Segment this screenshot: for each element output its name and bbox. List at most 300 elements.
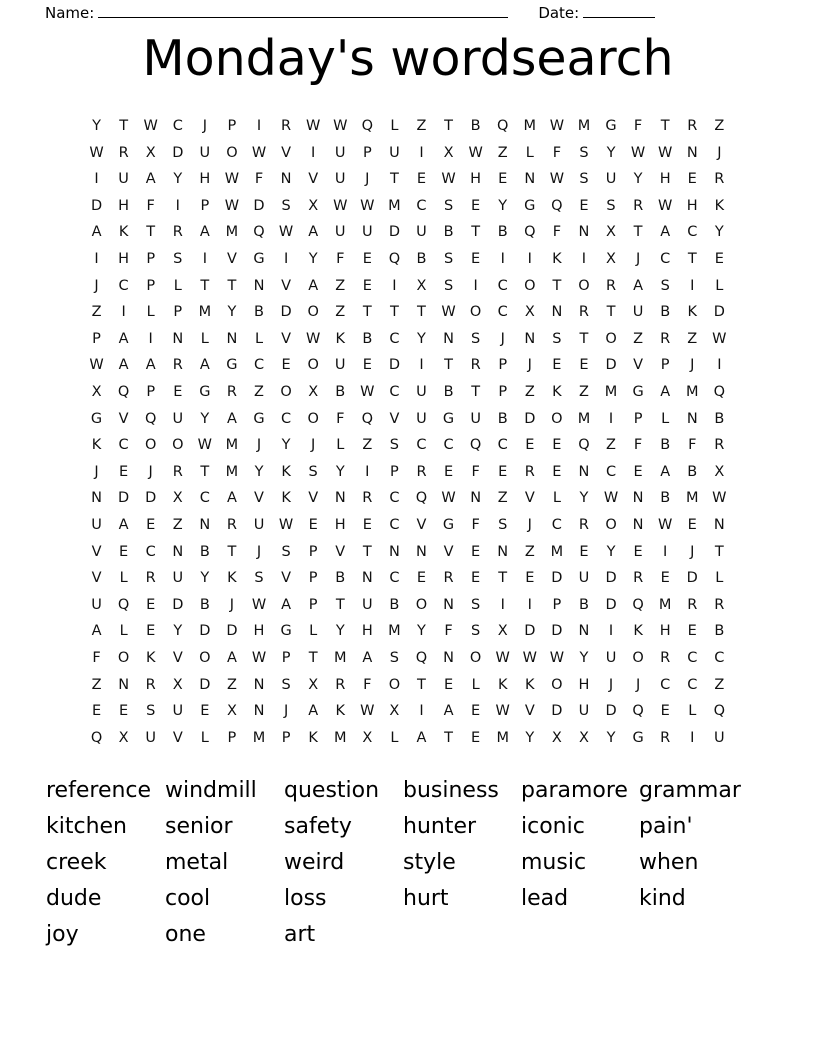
grid-letter[interactable]: F [471,516,480,533]
grid-letter[interactable]: K [118,224,129,241]
grid-letter[interactable]: A [660,463,671,480]
grid-letter[interactable]: X [226,703,237,720]
grid-letter[interactable]: D [172,144,184,161]
grid-letter[interactable]: U [470,410,481,427]
grid-letter[interactable]: E [498,171,508,188]
grid-letter[interactable]: N [443,596,454,613]
grid-letter[interactable]: Y [498,197,508,214]
grid-letter[interactable]: S [146,703,156,720]
grid-letter[interactable]: J [527,516,532,533]
grid-letter[interactable]: O [307,410,319,427]
grid-letter[interactable]: N [388,543,400,560]
grid-letter[interactable]: I [175,197,180,214]
grid-letter[interactable]: S [389,437,399,454]
grid-letter[interactable]: L [119,623,128,640]
grid-letter[interactable]: V [118,410,129,427]
word-list-item[interactable]: music [521,850,587,875]
grid-letter[interactable]: J [202,118,207,135]
grid-letter[interactable]: P [227,118,237,135]
grid-letter[interactable]: H [118,251,130,268]
grid-letter[interactable]: O [172,437,184,454]
grid-letter[interactable]: I [473,277,478,294]
grid-letter[interactable]: I [283,251,289,268]
grid-letter[interactable]: O [307,304,319,321]
grid-letter[interactable]: W [658,197,673,214]
grid-letter[interactable]: S [389,649,399,666]
grid-letter[interactable]: V [416,516,427,533]
grid-letter[interactable]: W [522,649,537,666]
grid-letter[interactable]: J [256,543,262,560]
grid-letter[interactable]: V [308,490,319,507]
grid-letter[interactable]: H [578,676,590,693]
grid-letter[interactable]: R [660,330,671,347]
grid-letter[interactable]: W [549,118,565,135]
grid-letter[interactable]: L [146,304,155,321]
grid-letter[interactable]: K [91,437,102,454]
grid-letter[interactable]: U [416,383,427,400]
grid-letter[interactable]: I [392,277,397,294]
grid-letter[interactable]: E [416,570,427,587]
grid-letter[interactable]: E [525,437,535,454]
grid-letter[interactable]: S [281,543,291,560]
grid-letter[interactable]: R [118,144,129,161]
grid-letter[interactable]: X [145,144,156,161]
grid-letter[interactable]: N [578,623,590,640]
grid-letter[interactable]: Y [417,330,426,347]
grid-letter[interactable]: U [172,570,184,587]
grid-letter[interactable]: I [419,703,424,720]
word-list-item[interactable]: when [639,850,699,875]
grid-letter[interactable]: O [199,649,211,666]
grid-letter[interactable]: T [335,596,345,613]
grid-letter[interactable]: M [333,649,347,666]
grid-letter[interactable]: M [252,729,266,746]
grid-letter[interactable]: P [552,596,562,613]
grid-letter[interactable]: Y [254,463,264,480]
grid-letter[interactable]: N [632,490,644,507]
grid-letter[interactable]: P [146,277,156,294]
grid-letter[interactable]: E [471,197,481,214]
grid-letter[interactable]: J [365,171,370,188]
grid-letter[interactable]: Q [632,703,644,720]
grid-letter[interactable]: N [199,516,211,533]
grid-letter[interactable]: R [660,649,671,666]
grid-letter[interactable]: U [334,171,346,188]
grid-letter[interactable]: E [714,251,724,268]
grid-letter[interactable]: E [660,703,670,720]
grid-letter[interactable]: W [441,490,456,507]
grid-letter[interactable]: C [389,516,400,533]
grid-letter[interactable]: G [632,383,644,400]
grid-letter[interactable]: A [633,277,644,294]
grid-letter[interactable]: N [280,171,292,188]
grid-letter[interactable]: P [146,251,156,268]
grid-letter[interactable]: U [172,410,184,427]
grid-letter[interactable]: E [200,703,210,720]
grid-letter[interactable]: E [552,437,562,454]
grid-letter[interactable]: S [443,277,454,294]
grid-letter[interactable]: T [389,304,399,321]
grid-letter[interactable]: E [633,543,643,560]
grid-letter[interactable]: L [254,330,264,347]
word-list-item[interactable]: metal [165,850,229,875]
grid-letter[interactable]: P [390,463,399,480]
grid-letter[interactable]: W [360,383,375,400]
grid-letter[interactable]: I [311,144,316,161]
grid-letter[interactable]: F [92,649,101,666]
grid-letter[interactable]: C [389,570,400,587]
grid-letter[interactable]: W [712,490,727,507]
grid-letter[interactable]: L [119,570,128,587]
grid-letter[interactable]: V [281,570,292,587]
grid-letter[interactable]: S [471,330,481,347]
grid-letter[interactable]: F [688,437,697,454]
grid-letter[interactable]: O [117,649,130,666]
grid-letter[interactable]: F [146,197,155,214]
grid-letter[interactable]: B [497,224,508,241]
word-list-item[interactable]: question [284,778,380,803]
grid-letter[interactable]: W [360,703,375,720]
grid-letter[interactable]: J [635,251,641,268]
word-list-item[interactable]: one [165,922,206,947]
grid-letter[interactable]: K [308,729,318,746]
grid-letter[interactable]: T [227,277,237,294]
grid-letter[interactable]: R [687,596,698,613]
grid-letter[interactable]: A [199,357,210,374]
grid-letter[interactable]: C [416,437,427,454]
grid-letter[interactable]: S [443,197,454,214]
grid-letter[interactable]: U [578,570,590,587]
grid-letter[interactable]: N [578,224,590,241]
grid-letter[interactable]: Z [416,118,427,135]
grid-letter[interactable]: X [497,623,508,640]
grid-letter[interactable]: U [578,703,590,720]
grid-letter[interactable]: T [552,277,562,294]
grid-letter[interactable]: N [524,171,536,188]
grid-letter[interactable]: C [118,277,129,294]
grid-letter[interactable]: D [199,676,211,693]
grid-letter[interactable]: N [91,490,102,507]
grid-letter[interactable]: W [630,144,646,161]
grid-letter[interactable]: V [524,703,535,720]
grid-letter[interactable]: M [686,383,699,400]
grid-letter[interactable]: F [633,437,643,454]
grid-letter[interactable]: W [333,197,348,214]
grid-letter[interactable]: J [283,703,289,720]
grid-letter[interactable]: J [635,676,641,693]
grid-letter[interactable]: Q [497,118,509,135]
grid-letter[interactable]: Z [91,304,102,321]
grid-letter[interactable]: E [119,463,129,480]
grid-letter[interactable]: H [334,516,346,533]
word-list-item[interactable]: style [403,850,456,875]
grid-letter[interactable]: P [498,383,508,400]
grid-letter[interactable]: L [715,570,724,587]
grid-letter[interactable]: C [551,516,562,533]
grid-letter[interactable]: J [690,543,695,560]
grid-letter[interactable]: U [145,729,156,746]
name-write-line[interactable] [98,4,508,18]
grid-letter[interactable]: B [199,543,210,560]
word-list-item[interactable]: business [403,778,499,803]
grid-letter[interactable]: A [281,596,292,613]
grid-letter[interactable]: F [633,118,643,135]
grid-letter[interactable]: L [173,277,182,294]
grid-letter[interactable]: K [525,676,535,693]
grid-letter[interactable]: D [605,357,617,374]
grid-letter[interactable]: C [497,437,508,454]
grid-letter[interactable]: D [226,623,238,640]
grid-letter[interactable]: L [525,144,534,161]
grid-letter[interactable]: N [524,330,536,347]
grid-letter[interactable]: B [714,410,725,427]
grid-letter[interactable]: Y [308,251,318,268]
grid-letter[interactable]: Y [606,144,616,161]
grid-letter[interactable]: D [253,197,265,214]
grid-letter[interactable]: R [633,197,644,214]
grid-letter[interactable]: E [416,171,427,188]
grid-letter[interactable]: S [308,463,318,480]
grid-letter[interactable]: Q [524,224,536,241]
grid-letter[interactable]: Z [91,676,102,693]
grid-letter[interactable]: K [145,649,156,666]
grid-letter[interactable]: V [226,251,237,268]
grid-letter[interactable]: I [608,623,614,640]
word-list-item[interactable]: kitchen [46,814,127,839]
grid-letter[interactable]: N [686,410,698,427]
date-write-line[interactable] [583,4,655,18]
grid-letter[interactable]: E [443,463,454,480]
grid-letter[interactable]: C [199,490,210,507]
grid-letter[interactable]: X [578,729,589,746]
grid-letter[interactable]: M [604,383,618,400]
grid-letter[interactable]: B [254,304,264,321]
grid-letter[interactable]: D [118,490,130,507]
grid-letter[interactable]: Q [713,703,726,720]
word-list-item[interactable]: loss [284,886,327,911]
grid-letter[interactable]: R [362,490,373,507]
grid-letter[interactable]: T [444,357,453,374]
grid-letter[interactable]: N [172,543,184,560]
grid-letter[interactable]: Z [362,437,373,454]
word-list-item[interactable]: kind [639,886,686,911]
grid-letter[interactable]: R [172,463,183,480]
grid-letter[interactable]: E [471,251,481,268]
grid-letter[interactable]: M [577,410,591,427]
grid-letter[interactable]: I [121,304,126,321]
grid-letter[interactable]: M [225,463,239,480]
grid-letter[interactable]: M [225,437,239,454]
grid-letter[interactable]: A [443,703,454,720]
grid-letter[interactable]: M [496,729,509,746]
grid-letter[interactable]: E [687,171,697,188]
grid-letter[interactable]: T [444,729,453,746]
grid-letter[interactable]: P [308,596,318,613]
grid-letter[interactable]: R [660,729,671,746]
grid-letter[interactable]: G [605,118,617,135]
grid-letter[interactable]: N [226,330,238,347]
grid-letter[interactable]: A [226,410,237,427]
grid-letter[interactable]: I [608,410,614,427]
grid-letter[interactable]: X [551,729,562,746]
grid-letter[interactable]: C [687,224,698,241]
grid-letter[interactable]: Z [633,330,644,347]
grid-letter[interactable]: R [145,570,156,587]
grid-letter[interactable]: D [145,490,157,507]
grid-letter[interactable]: W [441,171,456,188]
grid-letter[interactable]: D [280,304,292,321]
grid-letter[interactable]: L [309,623,318,640]
grid-letter[interactable]: X [118,729,129,746]
grid-letter[interactable]: I [500,251,505,268]
grid-letter[interactable]: U [416,224,427,241]
grid-letter[interactable]: M [550,543,564,560]
grid-letter[interactable]: X [172,676,183,693]
grid-letter[interactable]: R [714,171,725,188]
grid-letter[interactable]: K [714,197,725,214]
grid-letter[interactable]: E [687,516,697,533]
grid-letter[interactable]: X [308,676,319,693]
grid-letter[interactable]: M [388,623,401,640]
grid-letter[interactable]: T [200,463,210,480]
grid-letter[interactable]: Z [687,330,698,347]
wordsearch-grid[interactable] [83,113,733,751]
grid-letter[interactable]: D [713,304,725,321]
grid-letter[interactable]: P [146,383,156,400]
word-list-item[interactable]: paramore [521,778,628,803]
grid-letter[interactable]: I [94,251,99,268]
grid-letter[interactable]: M [686,490,699,507]
grid-letter[interactable]: K [335,703,345,720]
grid-letter[interactable]: W [549,171,565,188]
grid-letter[interactable]: W [712,330,727,347]
grid-letter[interactable]: U [253,516,265,533]
grid-letter[interactable]: E [498,463,508,480]
grid-letter[interactable]: W [360,197,375,214]
grid-letter[interactable]: E [552,357,562,374]
grid-letter[interactable]: B [416,251,427,268]
grid-letter[interactable]: G [253,251,265,268]
grid-letter[interactable]: W [305,330,321,347]
grid-letter[interactable]: P [281,729,291,746]
grid-letter[interactable]: N [253,703,265,720]
grid-letter[interactable]: E [579,197,589,214]
word-list-item[interactable]: reference [46,778,152,803]
grid-letter[interactable]: Q [469,437,482,454]
grid-letter[interactable]: I [148,330,153,347]
grid-letter[interactable]: B [578,596,589,613]
grid-letter[interactable]: R [443,570,454,587]
grid-letter[interactable]: U [118,171,129,188]
grid-letter[interactable]: R [714,437,725,454]
grid-letter[interactable]: E [471,729,481,746]
grid-letter[interactable]: N [334,490,346,507]
grid-letter[interactable]: L [200,729,209,746]
grid-letter[interactable]: R [605,277,617,294]
grid-letter[interactable]: W [495,649,510,666]
grid-letter[interactable]: O [469,649,482,666]
grid-letter[interactable]: T [200,277,210,294]
grid-letter[interactable]: I [419,357,424,374]
grid-letter[interactable]: N [578,463,590,480]
grid-letter[interactable]: U [389,144,400,161]
grid-letter[interactable]: V [335,543,346,560]
word-list-item[interactable]: iconic [521,814,585,839]
grid-letter[interactable]: D [605,596,617,613]
grid-letter[interactable]: N [172,330,184,347]
word-list-item[interactable]: joy [46,922,79,947]
grid-letter[interactable]: P [281,649,291,666]
grid-letter[interactable]: U [199,144,211,161]
word-list-item[interactable]: cool [165,886,211,911]
grid-letter[interactable]: R [416,463,427,480]
grid-letter[interactable]: Q [578,437,590,454]
grid-letter[interactable]: X [308,197,319,214]
grid-letter[interactable]: M [658,596,672,613]
grid-letter[interactable]: O [632,649,644,666]
grid-letter[interactable]: T [362,304,372,321]
grid-letter[interactable]: N [713,516,725,533]
grid-letter[interactable]: C [605,463,617,480]
grid-letter[interactable]: N [118,676,130,693]
grid-letter[interactable]: E [660,570,670,587]
grid-letter[interactable]: O [226,144,238,161]
grid-letter[interactable]: B [660,490,671,507]
grid-letter[interactable]: U [605,649,617,666]
grid-letter[interactable]: L [390,118,399,135]
grid-letter[interactable]: B [660,304,671,321]
grid-letter[interactable]: A [362,649,373,666]
grid-letter[interactable]: E [146,516,156,533]
grid-letter[interactable]: X [389,703,400,720]
grid-letter[interactable]: R [145,676,156,693]
grid-letter[interactable]: V [172,649,183,666]
grid-letter[interactable]: Q [117,383,130,400]
grid-letter[interactable]: U [416,410,427,427]
grid-letter[interactable]: V [281,277,292,294]
grid-letter[interactable]: E [579,357,589,374]
grid-letter[interactable]: E [362,357,372,374]
grid-letter[interactable]: A [145,171,156,188]
grid-letter[interactable]: D [524,623,536,640]
grid-letter[interactable]: O [578,277,590,294]
grid-letter[interactable]: K [497,676,508,693]
grid-letter[interactable]: B [335,570,346,587]
grid-letter[interactable]: Z [578,383,589,400]
grid-letter[interactable]: H [199,171,211,188]
grid-letter[interactable]: D [388,357,400,374]
grid-letter[interactable]: T [119,118,129,135]
grid-letter[interactable]: F [444,623,453,640]
grid-letter[interactable]: B [443,224,454,241]
grid-letter[interactable]: W [251,649,267,666]
grid-letter[interactable]: S [471,623,481,640]
grid-letter[interactable]: B [199,596,210,613]
grid-letter[interactable]: J [94,463,99,480]
grid-letter[interactable]: E [471,570,481,587]
grid-letter[interactable]: T [660,118,670,135]
grid-letter[interactable]: I [94,171,99,188]
grid-letter[interactable]: I [663,543,668,560]
grid-letter[interactable]: S [443,251,454,268]
grid-letter[interactable]: R [687,118,698,135]
grid-letter[interactable]: K [552,383,562,400]
grid-letter[interactable]: A [660,224,671,241]
word-list-item[interactable]: hunter [403,814,477,839]
grid-letter[interactable]: E [362,251,372,268]
grid-letter[interactable]: Q [90,729,103,746]
grid-letter[interactable]: S [498,516,508,533]
